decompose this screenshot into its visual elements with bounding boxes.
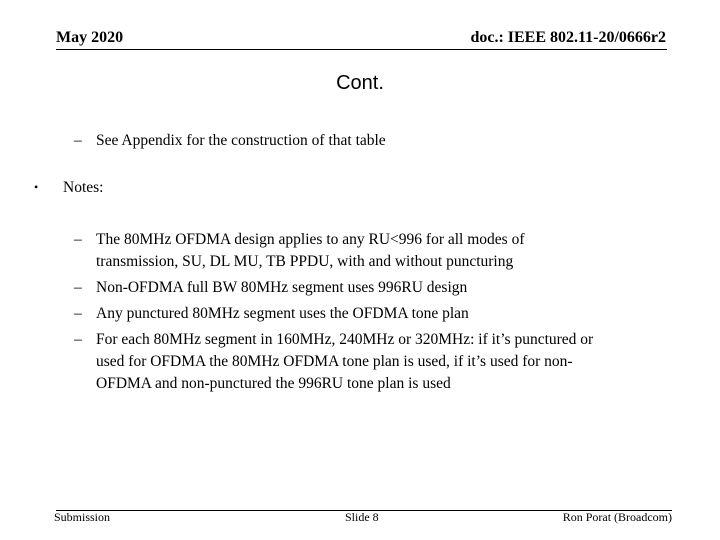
note-line: Any punctured 80MHz segment uses the OFDMA tone plan bbox=[96, 305, 469, 322]
notes-heading: Notes: bbox=[63, 179, 104, 196]
header-divider bbox=[56, 49, 667, 50]
dash-marker: – bbox=[74, 132, 82, 149]
header-doc-id: doc.: IEEE 802.11-20/0666r2 bbox=[470, 29, 666, 46]
dash-marker: – bbox=[74, 331, 82, 348]
note-line: Non-OFDMA full BW 80MHz segment uses 996RU design bbox=[96, 279, 468, 296]
dash-marker: – bbox=[74, 231, 82, 248]
dash-marker: – bbox=[74, 279, 82, 296]
note-line: The 80MHz OFDMA design applies to any RU<996 for all modes of bbox=[96, 231, 525, 248]
note-line: For each 80MHz segment in 160MHz, 240MHz or 320MHz: if it’s punctured or bbox=[96, 331, 594, 348]
note-line: OFDMA and non-punctured the 996RU tone plan is used bbox=[96, 375, 451, 392]
footer-slide-number: Slide 8 bbox=[345, 510, 379, 524]
bullet-marker: • bbox=[34, 180, 39, 194]
footer-author: Ron Porat (Broadcom) bbox=[562, 510, 672, 524]
footer-submission: Submission bbox=[54, 510, 111, 524]
slide-title: Cont. bbox=[336, 72, 384, 94]
note-line: transmission, SU, DL MU, TB PPDU, with and without puncturing bbox=[96, 253, 514, 270]
dash-marker: – bbox=[74, 305, 82, 322]
header-date: May 2020 bbox=[56, 29, 124, 46]
appendix-note: See Appendix for the construction of that table bbox=[96, 132, 386, 149]
note-line: used for OFDMA the 80MHz OFDMA tone plan is used, if it’s used for non- bbox=[96, 353, 573, 370]
